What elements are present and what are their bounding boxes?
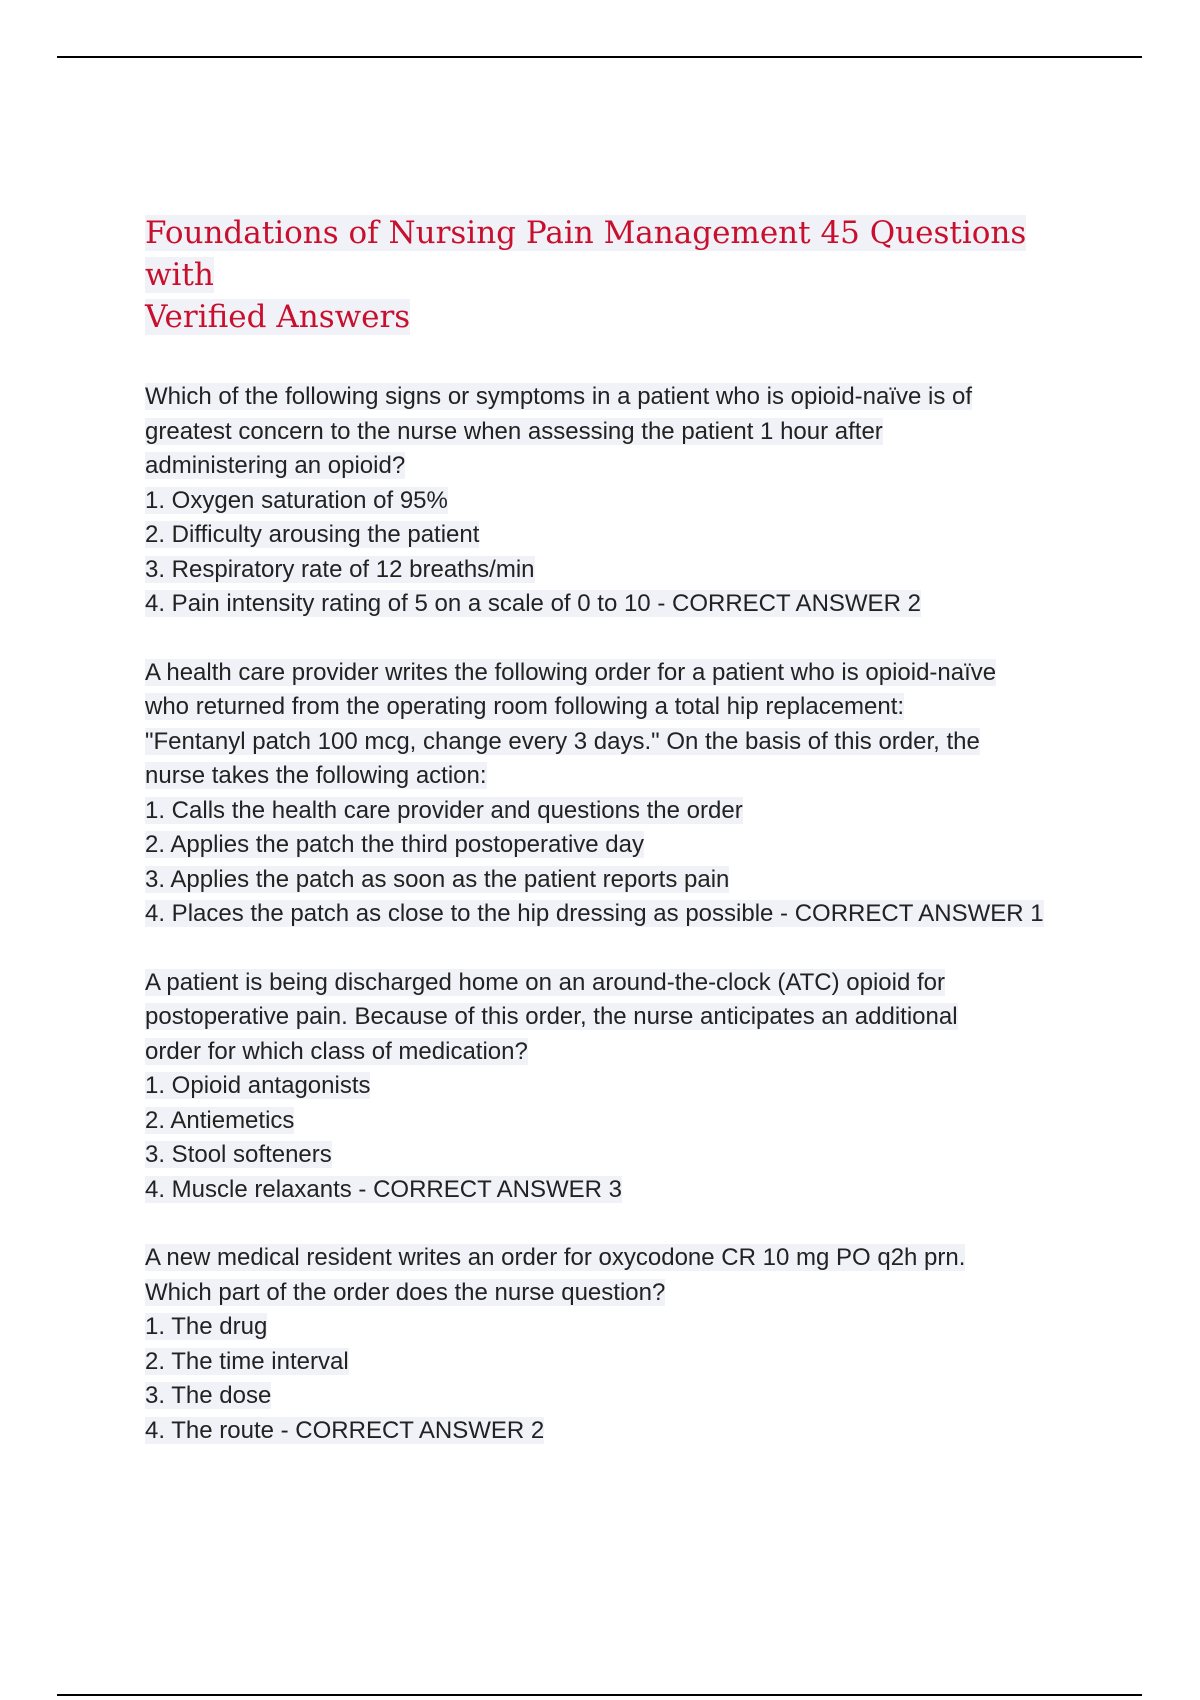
answer-option: 2. Difficulty arousing the patient [145, 521, 480, 548]
bottom-rule [57, 1694, 1142, 1696]
question-stem-line: nurse takes the following action: [145, 762, 487, 789]
title-line-2: Verified Answers [145, 299, 411, 335]
question-block-3 [145, 966, 1090, 1208]
question-stem-line: Which of the following signs or symptoms in a patient who is opioid-naïve is of [145, 383, 973, 410]
document-body [145, 212, 1090, 1482]
question-stem-line: A health care provider writes the following order for a patient who is opioid-naïve [145, 658, 997, 686]
answer-option: 1. The drug [145, 1313, 268, 1340]
answer-option: 2. Applies the patch the third postoperative day [145, 831, 644, 858]
answer-option: 3. The dose [145, 1382, 272, 1409]
answer-option-with-correct-answer: 4. Muscle relaxants - CORRECT ANSWER 3 [145, 1175, 623, 1203]
answer-option: 2. The time interval [145, 1347, 349, 1375]
question-stem-line: order for which class of medication? [145, 1037, 528, 1065]
answer-option: 1. Oxygen saturation of 95% [145, 486, 448, 514]
question-stem-line: A patient is being discharged home on an around-the-clock (ATC) opioid for [145, 968, 946, 996]
answer-option: 3. Respiratory rate of 12 breaths/min [145, 555, 535, 583]
question-stem-line: who returned from the operating room following a total hip replacement: [145, 693, 905, 720]
answer-option: 1. Opioid antagonists [145, 1072, 371, 1099]
title-line-1: Foundations of Nursing Pain Management 45 Questions with [145, 215, 1027, 293]
document-title [145, 212, 1090, 338]
question-stem-line: greatest concern to the nurse when assessing the patient 1 hour after [145, 417, 883, 445]
question-block-4 [145, 1241, 1090, 1448]
question-block-1 [145, 380, 1090, 622]
question-stem-line: "Fentanyl patch 100 mcg, change every 3 days." On the basis of this order, the [145, 727, 980, 755]
answer-option-with-correct-answer: 4. Pain intensity rating of 5 on a scale of 0 to 10 - CORRECT ANSWER 2 [145, 590, 921, 617]
question-stem-line: postoperative pain. Because of this order, the nurse anticipates an additional [145, 1003, 958, 1030]
answer-option: 2. Antiemetics [145, 1106, 295, 1134]
answer-option-with-correct-answer: 4. Places the patch as close to the hip dressing as possible - CORRECT ANSWER 1 [145, 900, 1044, 927]
top-rule [57, 56, 1142, 58]
answer-option-with-correct-answer: 4. The route - CORRECT ANSWER 2 [145, 1416, 545, 1444]
answer-option: 3. Applies the patch as soon as the patient reports pain [145, 865, 730, 893]
answer-option: 3. Stool softeners [145, 1141, 332, 1168]
question-block-2 [145, 656, 1090, 932]
question-stem-line: A new medical resident writes an order for oxycodone CR 10 mg PO q2h prn. [145, 1244, 966, 1271]
question-stem-line: administering an opioid? [145, 452, 406, 479]
answer-option: 1. Calls the health care provider and questions the order [145, 796, 743, 824]
question-stem-line: Which part of the order does the nurse question? [145, 1278, 666, 1306]
